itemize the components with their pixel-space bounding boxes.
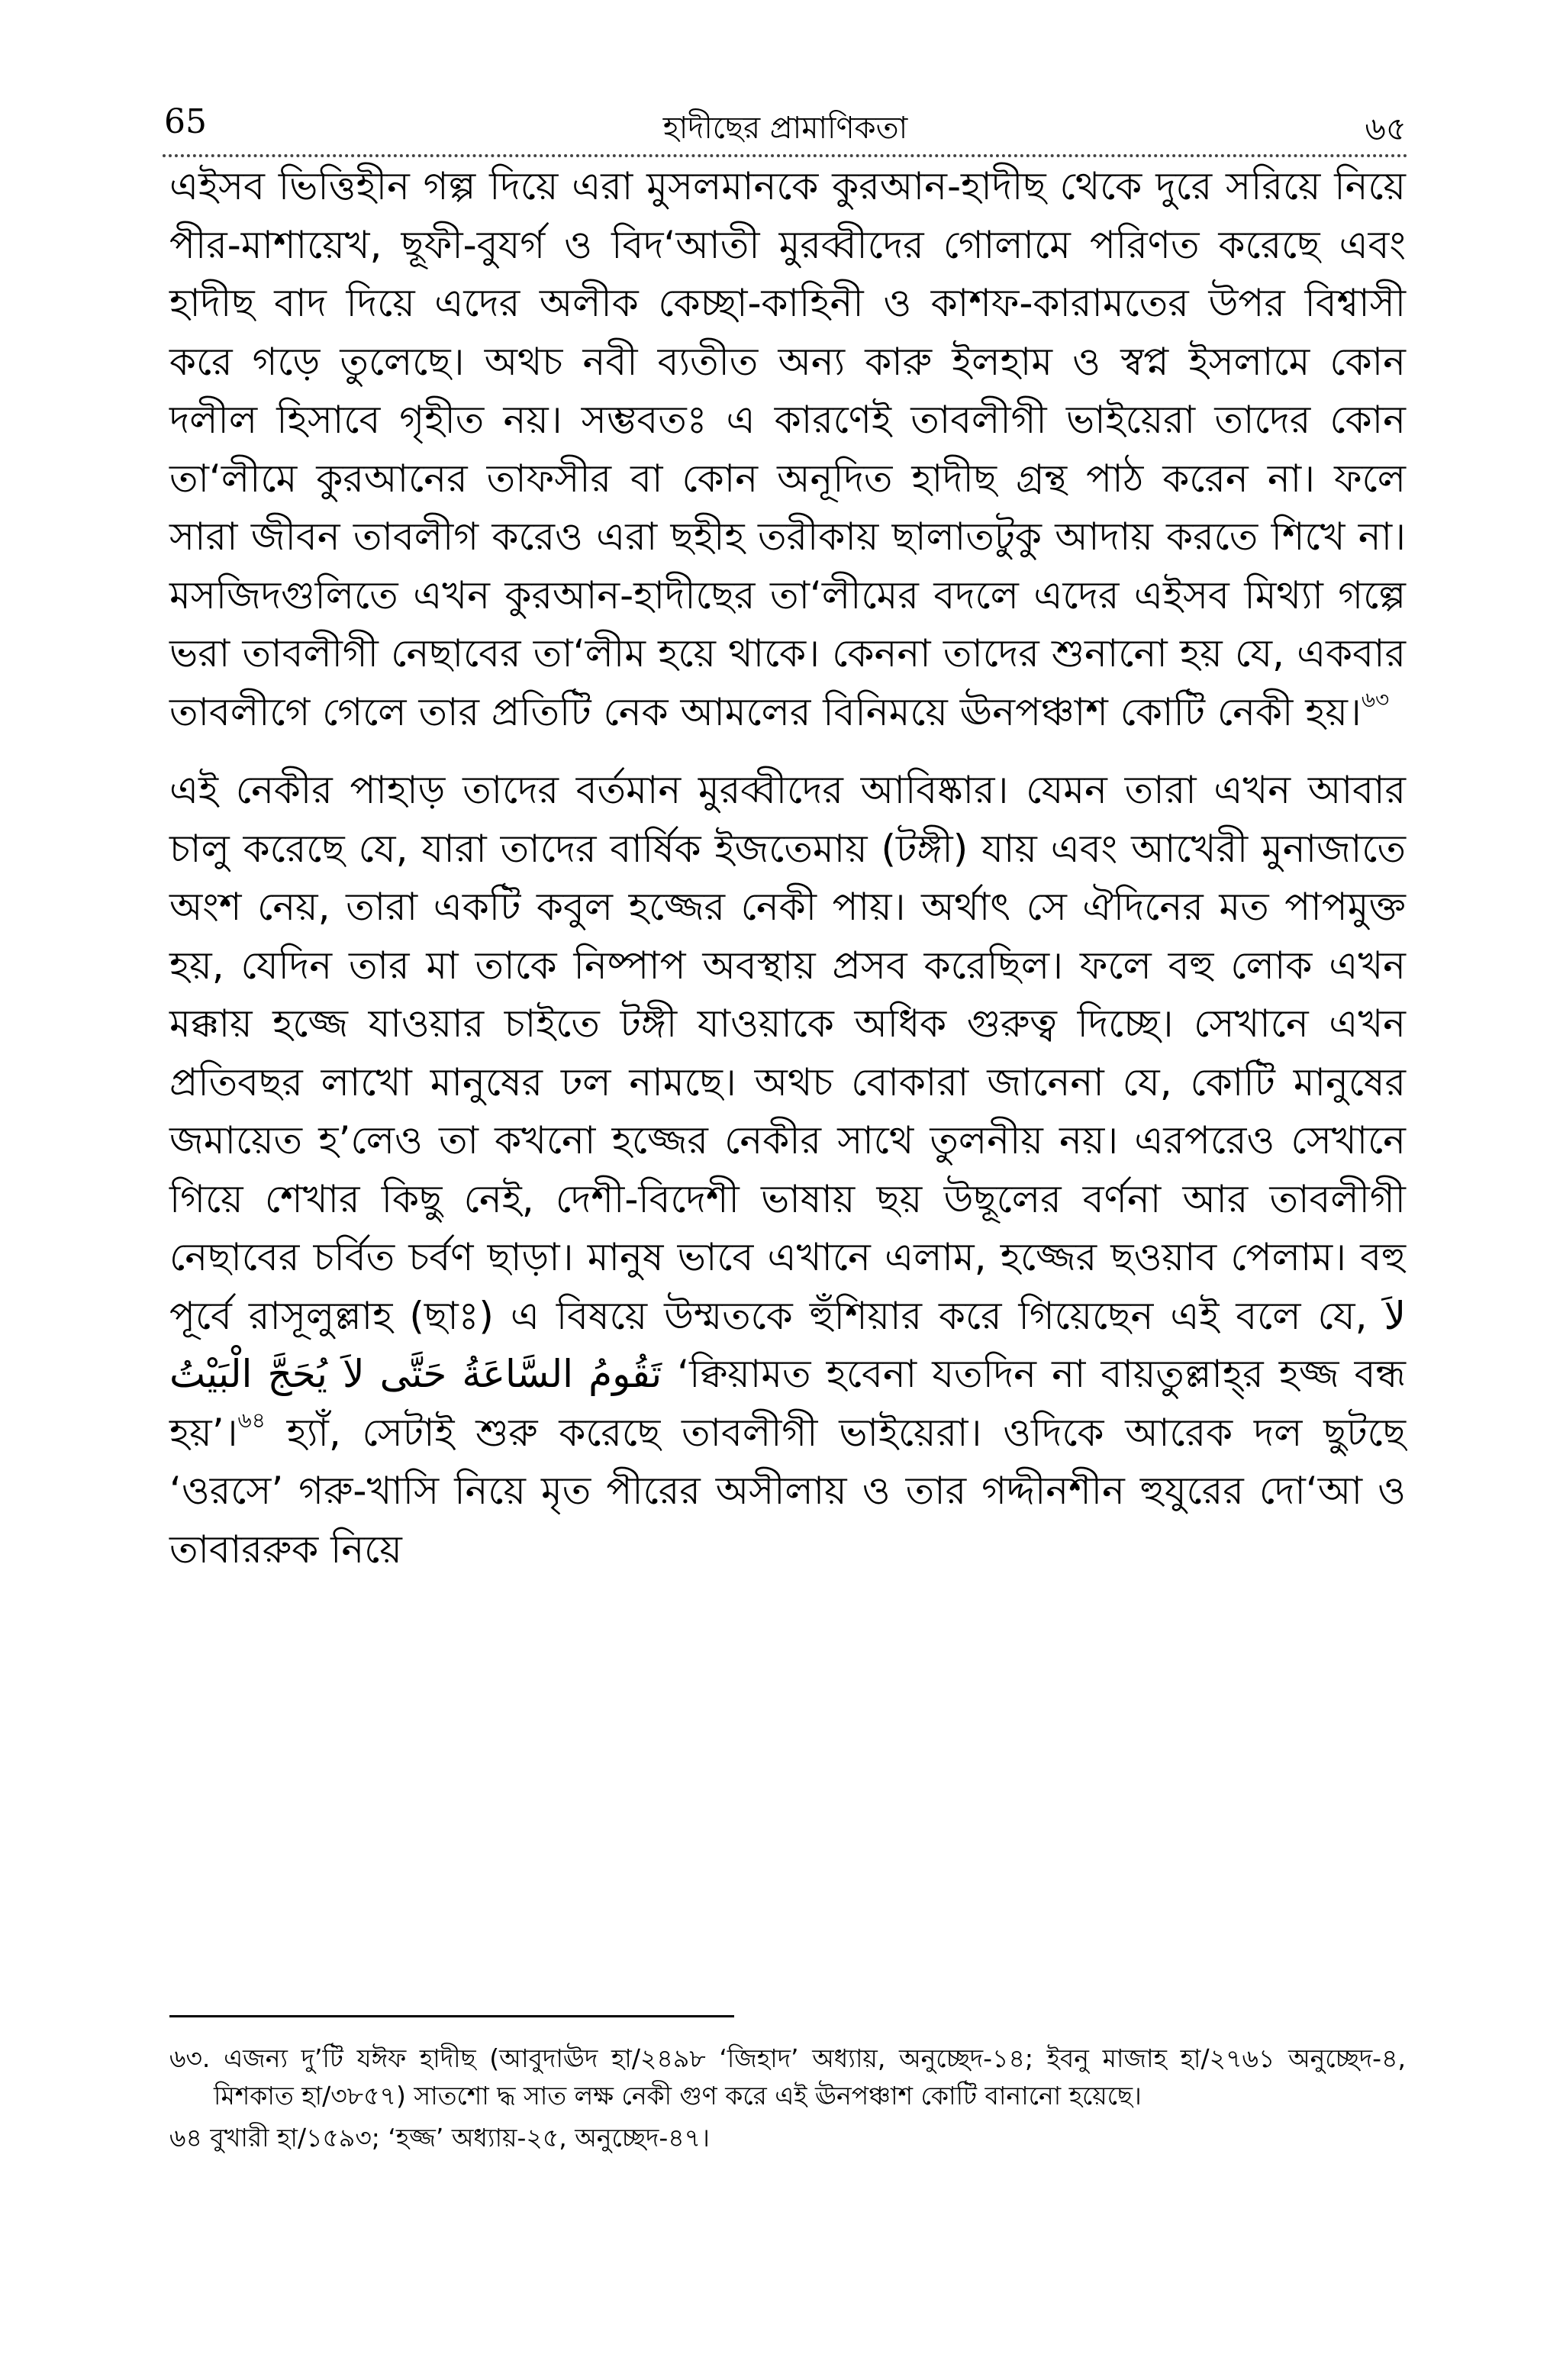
page-number-english: 65 [164, 102, 207, 141]
paragraph-2-text-a: এই নেকীর পাহাড় তাদের বর্তমান মুরব্বীদের আবিষ্কার। যেমন তারা এখন আবার চালু করেছে যে, যারা তাদের বার্ষিক ইজতেমায় (টঙ্গী) যায় এবং আখেরী মুনাজাতে অংশ নেয়, তারা একটি কবুল হজ্জের নেকী পায়। অর্থাৎ সে ঐদিনের মত পাপমুক্ত হয়, যেদিন তার মা তাকে নিষ্পাপ অবস্থায় প্রসব করেছিল। ফলে বহু লোক এখন মক্কায় হজ্জে যাওয়ার চাইতে টঙ্গী যাওয়াকে অধিক গুরুত্ব দিচ্ছে। সেখানে এখন প্রতিবছর লাখো মানুষের ঢল নামছে। অথচ বোকারা জানেনা যে, কোটি মানুষের জমায়েত হ’লেও তা কখনো হজ্জের নেকীর সাথে তুলনীয় নয়। এরপরেও সেখানে গিয়ে শেখার কিছু নেই, দেশী-বিদেশী ভাষায় ছয় উছূলের বর্ণনা আর তাবলীগী নেছাবের চর্বিত চর্বণ ছাড়া। মানুষ ভাবে এখানে এলাম, হজ্জের ছওয়াব পেলাম। বহু পূর্বে রাসূলুল্লাহ (ছাঃ) এ বিষয়ে উম্মতকে হুঁশিয়ার করে গিয়েছেন এই বলে যে, [169, 768, 1406, 1338]
footnotes [169, 2040, 1406, 2156]
paragraph-1 [169, 157, 1406, 741]
footnote-ref-64: ৬৪ [237, 1407, 266, 1433]
footnote-64: ৬৪ বুখারী হা/১৫৯৩; ‘হজ্জ’ অধ্যায়-২৫, অনুচ্ছেদ-৪৭। [169, 2123, 710, 2153]
paragraph-1-text: এইসব ভিত্তিহীন গল্প দিয়ে এরা মুসলমানকে কুরআন-হাদীছ থেকে দুরে সরিয়ে নিয়ে পীর-মাশায়েখ, ছূফী-বুযর্গ ও বিদ‘আতী মুরব্বীদের গোলামে পরিণত করেছে এবং হাদীছ বাদ দিয়ে এদের অলীক কেচ্ছা-কাহিনী ও কাশফ-কারামতের উপর বিশ্বাসী করে গড়ে তুলেছে। অথচ নবী ব্যতীত অন্য কারু ইলহাম ও স্বপ্ন ইসলামে কোন দলীল হিসাবে গৃহীত নয়। সম্ভবতঃ এ কারণেই তাবলীগী ভাইয়েরা তাদের কোন তা‘লীমে কুরআনের তাফসীর বা কোন অনূদিত হাদীছ গ্রন্থ পাঠ করেন না। ফলে সারা জীবন তাবলীগ করেও এরা ছহীহ তরীকায় ছালাতটুকু আদায় করতে শিখে না। মসজিদগুলিতে এখন কুরআন-হাদীছের তা‘লীমের বদলে এদের এইসব মিথ্যা গল্পে ভরা তাবলীগী নেছাবের তা‘লীম হয়ে থাকে। কেননা তাদের শুনানো হয় যে, একবার তাবলীগে গেলে তার প্রতিটি নেক আমলের বিনিময়ে ঊনপঞ্চাশ কোটি নেকী হয়। [169, 164, 1406, 734]
running-title: হাদীছের প্রামাণিকতা [662, 111, 908, 146]
footnote-ref-63: ৬৩ [1361, 686, 1390, 712]
page-number-bengali: ৬৫ [1365, 110, 1407, 147]
paragraph-2-text-b: ‘ক্বিয়ামত হবেনা যতদিন না বায়তুল্লাহ্‌র হজ্জ বন্ধ হয়’। [169, 1352, 1406, 1455]
paragraph-2-text-c: হ্যাঁ, সেটাই শুরু করেছে তাবলীগী ভাইয়েরা। ওদিকে আরেক দল ছুটছে ‘ওরসে’ গরু-খাসি নিয়ে মৃত পীরের অসীলায় ও তার গদ্দীনশীন হুযুরের দো‘আ ও তাবাররুক নিয়ে [169, 1410, 1406, 1572]
arabic-hadith-quote: لاَ تَقُومُ السَّاعَةُ حَتَّى لاَ يُحَجَّ الْبَيْتُ [169, 1293, 1406, 1396]
footnote-63: ৬৩. এজন্য দু’টি যঈফ হাদীছ (আবুদাঊদ হা/২৪৯৮ ‘জিহাদ’ অধ্যায়, অনুচ্ছেদ-১৪; ইবনু মাজাহ হা/২৭৬১ অনুচ্ছেদ-৪, মিশকাত হা/৩৮৫৭) সাতশো দ্ধ সাত লক্ষ নেকী গুণ করে এই ঊনপঞ্চাশ কোটি বানানো হয়েছে। [169, 2043, 1406, 2111]
paragraph-2 [169, 761, 1406, 1579]
footnote-separator [169, 2015, 734, 2017]
running-header [163, 99, 1408, 157]
body-text [169, 157, 1406, 1579]
